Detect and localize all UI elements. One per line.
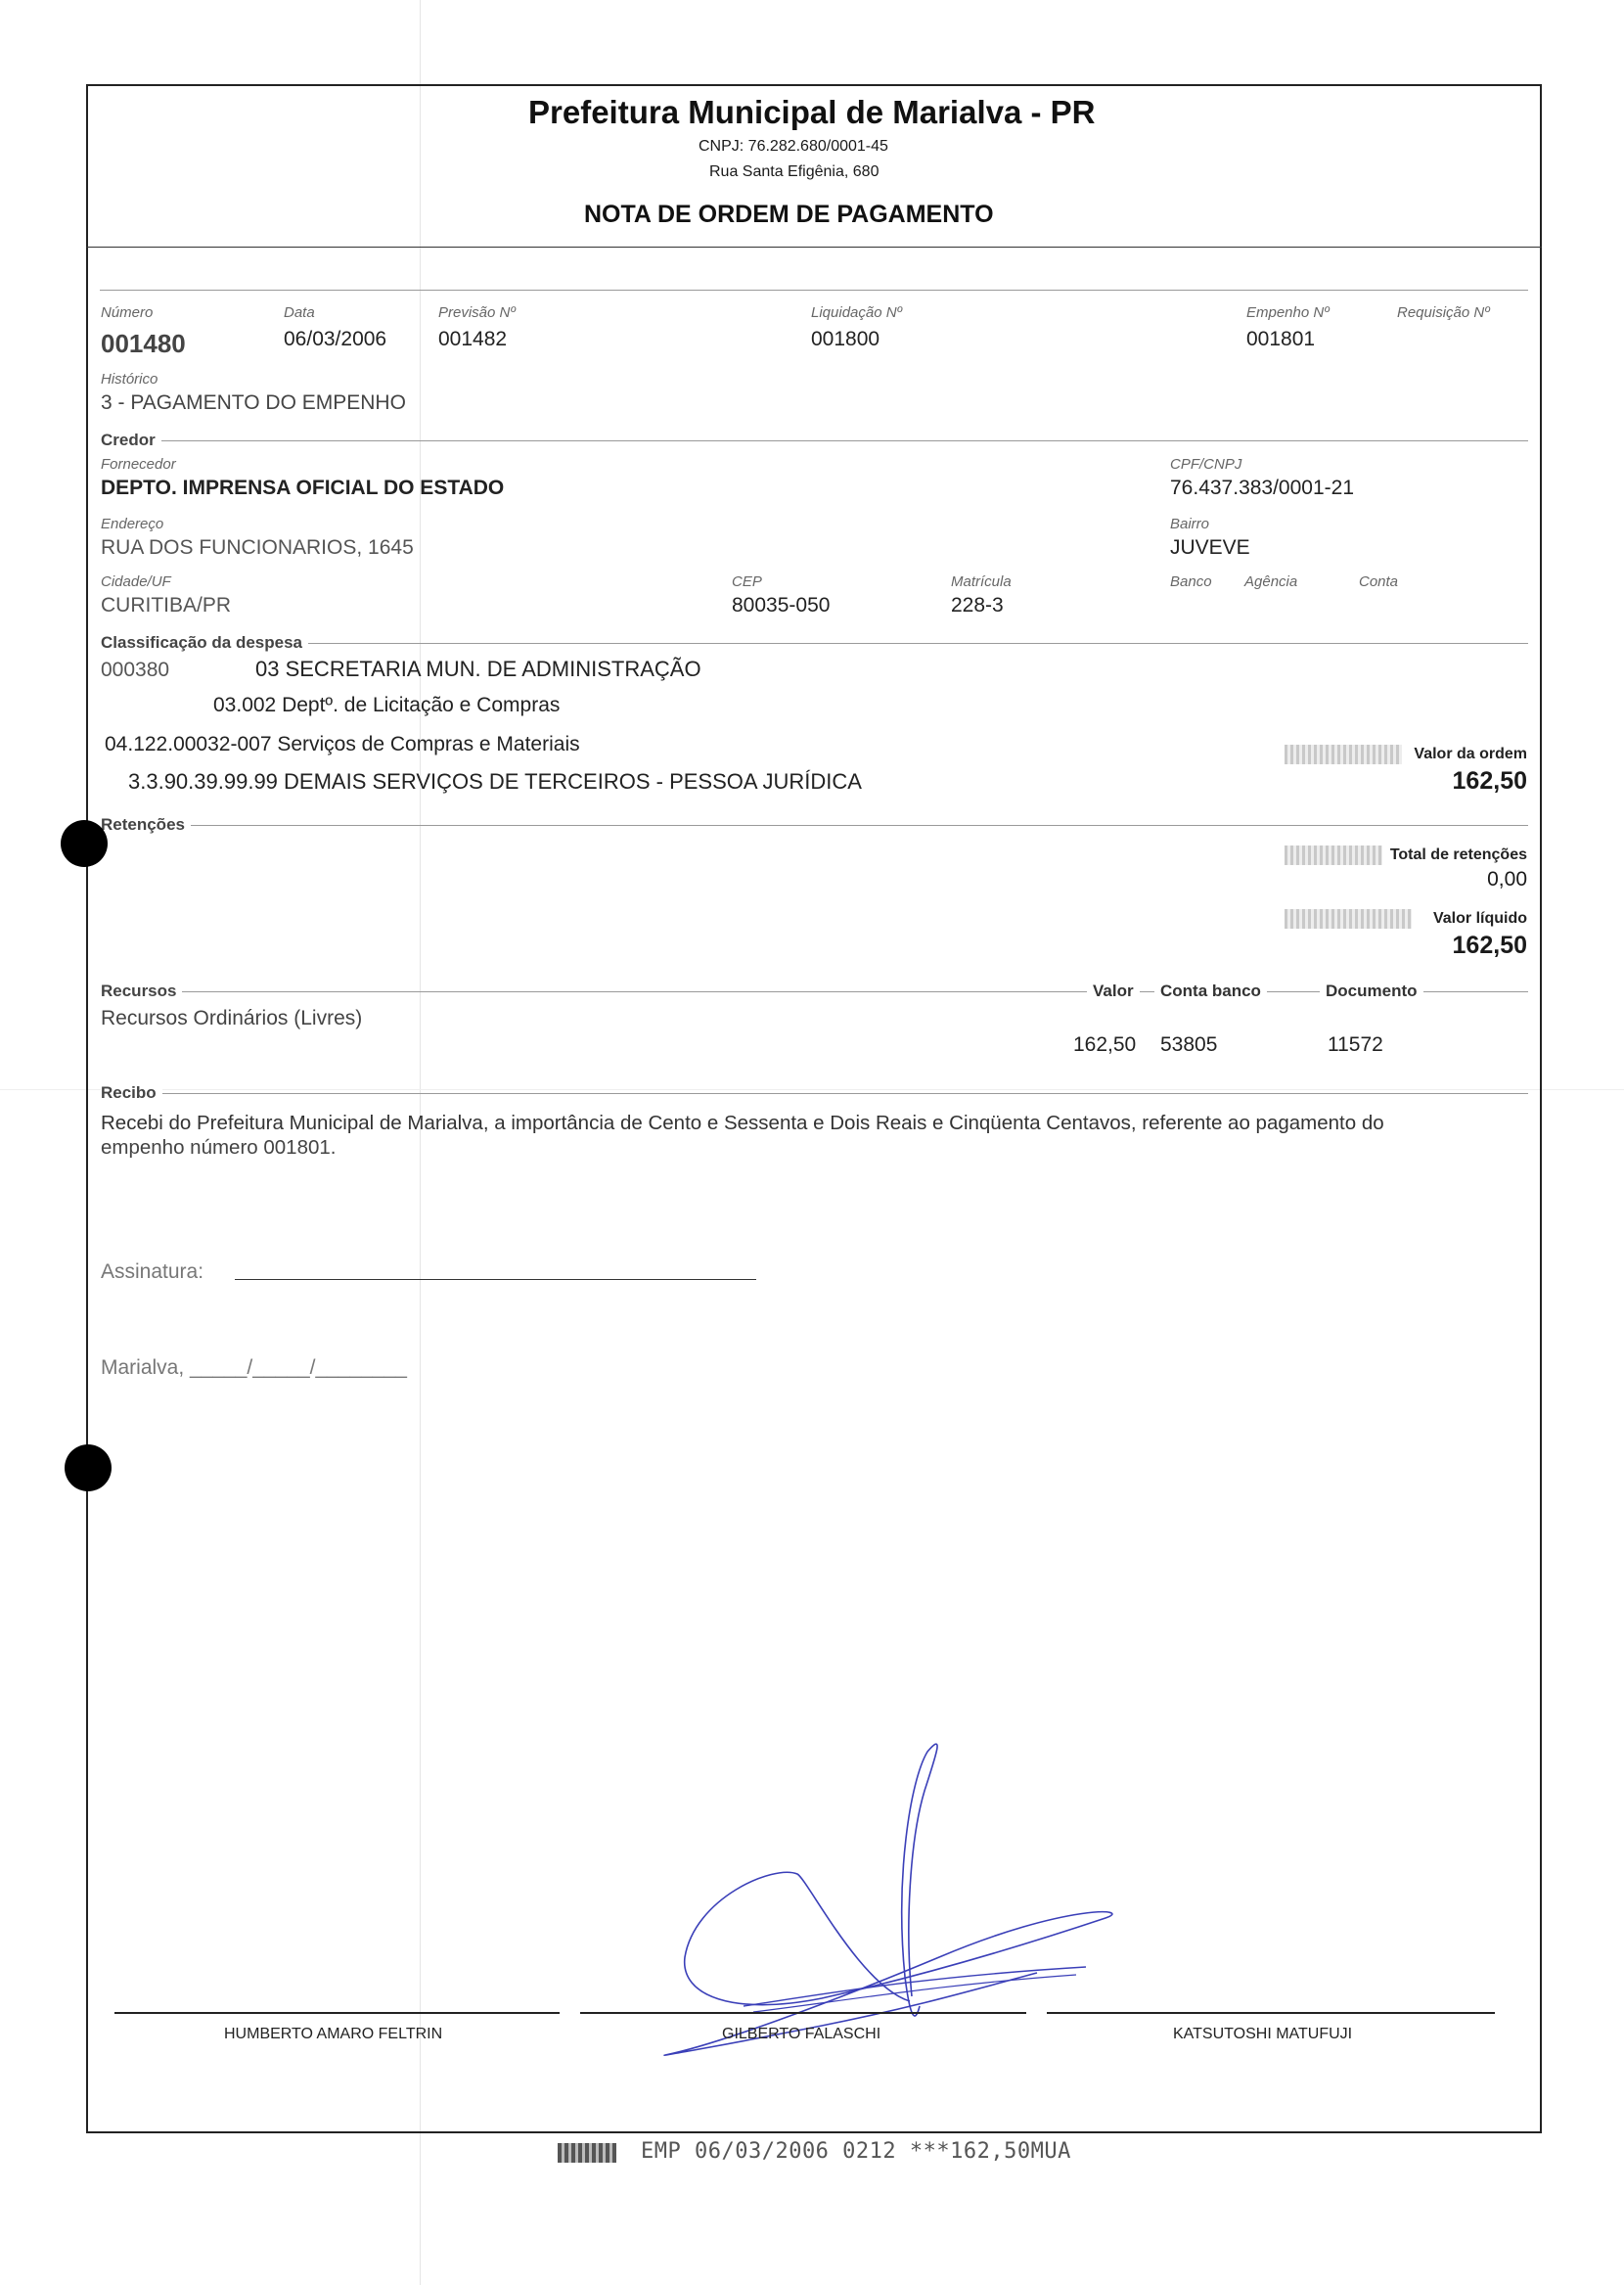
bairro-label: Bairro: [1170, 516, 1210, 532]
liquidacao-label: Liquidação Nº: [811, 304, 903, 321]
signatory-2: GILBERTO FALASCHI: [722, 2026, 881, 2042]
handwritten-signature: [626, 1732, 1135, 2065]
header-divider-thin: [100, 290, 1528, 291]
cpf-value: 76.437.383/0001-21: [1170, 477, 1355, 499]
historico-value: 3 - PAGAMENTO DO EMPENHO: [101, 391, 406, 414]
document-title: NOTA DE ORDEM DE PAGAMENTO: [584, 201, 994, 228]
conta-label: Conta: [1359, 573, 1399, 590]
fornecedor-value: DEPTO. IMPRENSA OFICIAL DO ESTADO: [101, 477, 505, 499]
classificacao-section-title: Classificação da despesa: [101, 633, 308, 653]
matricula-value: 228-3: [951, 594, 1004, 617]
previsao-value: 001482: [438, 328, 508, 350]
numero-value: 001480: [101, 329, 186, 358]
retencoes-section-title: Retenções: [101, 815, 191, 835]
recursos-valor-label: Valor: [1087, 982, 1140, 1001]
local-data-field[interactable]: Marialva, _____/_____/________: [101, 1356, 407, 1379]
valor-ordem-shade: [1285, 745, 1402, 764]
total-retencoes-value: 0,00: [1487, 868, 1527, 891]
fornecedor-label: Fornecedor: [101, 456, 176, 473]
valor-liquido-label: Valor líquido: [1432, 910, 1527, 927]
classificacao-code: 000380: [101, 659, 170, 681]
cep-label: CEP: [732, 573, 762, 590]
total-retencoes-shade: [1285, 845, 1382, 865]
endereco-label: Endereço: [101, 516, 164, 532]
credor-divider: [101, 440, 1528, 441]
cidade-label: Cidade/UF: [101, 573, 171, 590]
agencia-label: Agência: [1244, 573, 1298, 590]
cpf-label: CPF/CNPJ: [1170, 456, 1242, 473]
assinatura-line[interactable]: [235, 1279, 756, 1280]
recursos-divider: [101, 991, 1528, 992]
matricula-label: Matrícula: [951, 573, 1012, 590]
requisicao-label: Requisição Nº: [1397, 304, 1490, 321]
payment-stamp: EMP 06/03/2006 0212 ***162,50MUA: [641, 2139, 1071, 2164]
recursos-descricao: Recursos Ordinários (Livres): [101, 1007, 363, 1029]
recursos-documento: 11572: [1328, 1033, 1383, 1056]
signature-line-2: [580, 2012, 1026, 2014]
valor-ordem-value: 162,50: [1452, 767, 1527, 795]
signature-line-1: [114, 2012, 560, 2014]
recibo-section-title: Recibo: [101, 1083, 162, 1103]
recursos-conta-label: Conta banco: [1154, 982, 1267, 1001]
recursos-documento-label: Documento: [1320, 982, 1423, 1001]
retencoes-divider: [101, 825, 1528, 826]
classificacao-line2: 03.002 Deptº. de Licitação e Compras: [213, 694, 561, 716]
liquidacao-value: 001800: [811, 328, 880, 350]
address-text: Rua Santa Efigênia, 680: [709, 163, 880, 180]
numero-label: Número: [101, 304, 154, 321]
recursos-section-title: Recursos: [101, 982, 182, 1001]
empenho-value: 001801: [1246, 328, 1316, 350]
classificacao-line4: 3.3.90.39.99.99 DEMAIS SERVIÇOS DE TERCEIROS - PESSOA JURÍDICA: [128, 769, 862, 794]
valor-ordem-label: Valor da ordem: [1414, 746, 1527, 762]
endereco-value: RUA DOS FUNCIONARIOS, 1645: [101, 536, 414, 559]
previsao-label: Previsão Nº: [438, 304, 516, 321]
total-retencoes-label: Total de retenções: [1389, 846, 1527, 863]
cnpj-text: CNPJ: 76.282.680/0001-45: [699, 138, 888, 155]
punch-hole: [61, 820, 108, 867]
valor-liquido-value: 162,50: [1452, 932, 1527, 959]
stamp-mark-icon: [558, 2143, 616, 2163]
historico-label: Histórico: [101, 371, 158, 388]
cidade-value: CURITIBA/PR: [101, 594, 232, 617]
header-divider: [86, 247, 1542, 248]
municipality-title: Prefeitura Municipal de Marialva - PR: [528, 94, 1096, 130]
signatory-3: KATSUTOSHI MATUFUJI: [1173, 2026, 1353, 2042]
assinatura-label: Assinatura:: [101, 1260, 204, 1283]
valor-liquido-shade: [1285, 909, 1412, 929]
punch-hole: [65, 1444, 112, 1491]
data-label: Data: [284, 304, 315, 321]
signature-line-3: [1047, 2012, 1495, 2014]
cep-value: 80035-050: [732, 594, 831, 617]
recibo-text-line2: empenho número 001801.: [101, 1136, 337, 1159]
classificacao-divider: [101, 643, 1528, 644]
signatory-1: HUMBERTO AMARO FELTRIN: [224, 2026, 443, 2042]
banco-label: Banco: [1170, 573, 1212, 590]
data-value: 06/03/2006: [284, 328, 387, 350]
empenho-label: Empenho Nº: [1246, 304, 1330, 321]
credor-section-title: Credor: [101, 431, 161, 450]
recibo-text-line1: Recebi do Prefeitura Municipal de Marialva, a importância de Cento e Sessenta e Dois Reais e Cinqüenta Centavos, referente ao pagamento do: [101, 1112, 1384, 1134]
recursos-conta: 53805: [1160, 1033, 1218, 1056]
classificacao-line3: 04.122.00032-007 Serviços de Compras e Materiais: [105, 733, 580, 755]
recursos-valor: 162,50: [1073, 1033, 1137, 1056]
classificacao-line1: 03 SECRETARIA MUN. DE ADMINISTRAÇÃO: [255, 657, 701, 681]
bairro-value: JUVEVE: [1170, 536, 1250, 559]
recibo-divider: [101, 1093, 1528, 1094]
